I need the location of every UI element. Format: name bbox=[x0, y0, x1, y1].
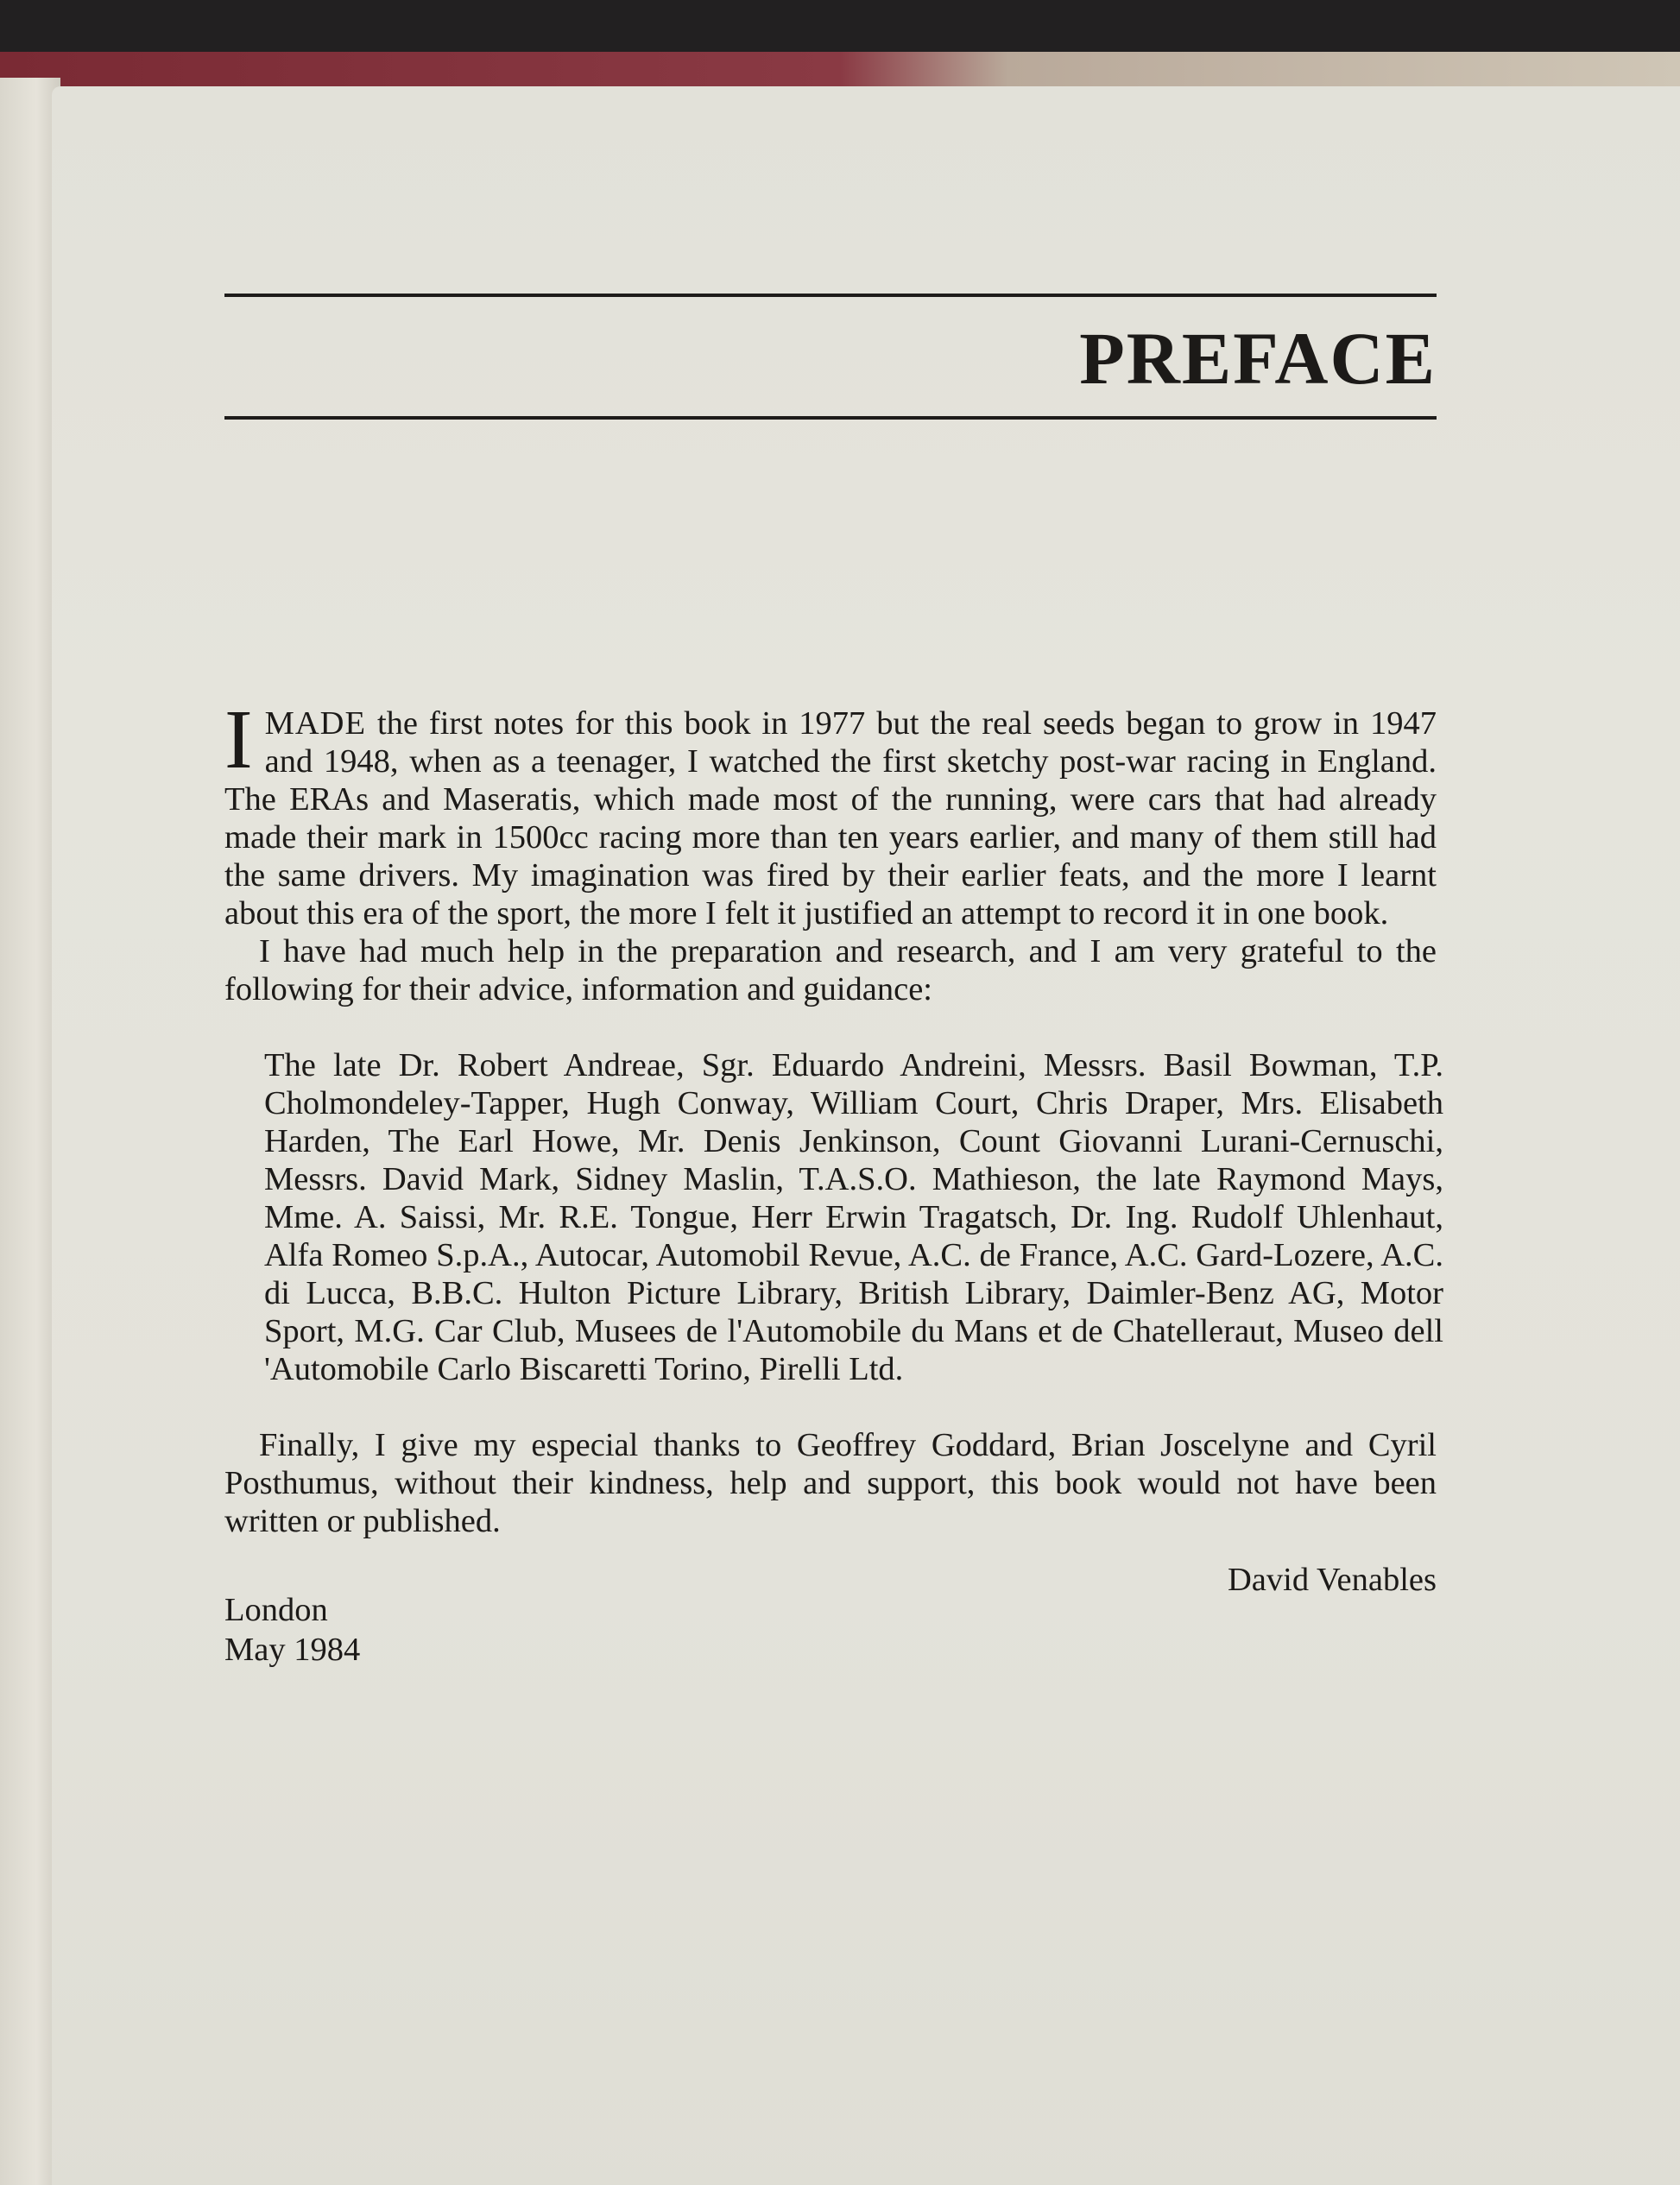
acknowledgements-list: The late Dr. Robert Andreae, Sgr. Eduardo Andreini, Messrs. Basil Bowman, T.P. Cholmondeley-Tapper, Hugh Conway, William Court, Chris Draper, Mrs. Elisabeth Harden, The Earl Howe, Mr. Denis Jenkinson, Count Giovanni Lurani-Cernuschi, Messrs. David Mark, Sidney Maslin, T.A.S.O. Mathieson, the late Raymond Mays, Mme. A. Saissi, Mr. R.E. Tongue, Herr Erwin Tragatsch, Dr. Ing. Rudolf Uhlenhaut, Alfa Romeo S.p.A., Autocar, Automobil Revue, A.C. de France, A.C. Gard-Lozere, A.C. di Lucca, B.B.C. Hulton Picture Library, British Library, Daimler-Benz AG, Motor Sport, M.G. Car Club, Musees de l'Automobile du Mans et de Chatelleraut, Museo dell 'Automobile Carlo Biscaretti Torino, Pirelli Ltd. bbox=[264, 1047, 1443, 1387]
drop-cap: I bbox=[224, 693, 253, 786]
top-rule bbox=[224, 294, 1437, 297]
bottom-rule bbox=[224, 416, 1437, 420]
author-signature: David Venables bbox=[1228, 1562, 1437, 1598]
opening-paragraph bbox=[224, 693, 1437, 932]
help-paragraph: I have had much help in the preparation and research, and I am very grateful to the following for their advice, information and guidance: bbox=[224, 933, 1437, 1007]
preface-body bbox=[224, 693, 1443, 1670]
opening-text: the first notes for this book in 1977 but the real seeds began to grow in 1947 and 1948, when as a teenager, I watched the first sketchy post-war racing in England. The ERAs and Maseratis, which made most of the running, were cars that had already made their mark in 1500cc racing more than ten years earlier, and many of them still had the same drivers. My imagination was fired by their earlier feats, and the more I learnt about this era of the sport, the more I felt it justified an attempt to record it in one book. bbox=[224, 705, 1437, 931]
lead-word: MADE bbox=[264, 705, 366, 742]
date: May 1984 bbox=[224, 1632, 361, 1668]
place: London bbox=[224, 1592, 328, 1628]
book-page bbox=[52, 86, 1680, 2185]
place-date-block bbox=[224, 1590, 1437, 1670]
page-content bbox=[224, 294, 1450, 1670]
page-title: PREFACE bbox=[1079, 317, 1437, 400]
thanks-paragraph: Finally, I give my especial thanks to Geoffrey Goddard, Brian Joscelyne and Cyril Posthumus, without their kindness, help and support, this book would not have been written or published. bbox=[224, 1427, 1437, 1539]
